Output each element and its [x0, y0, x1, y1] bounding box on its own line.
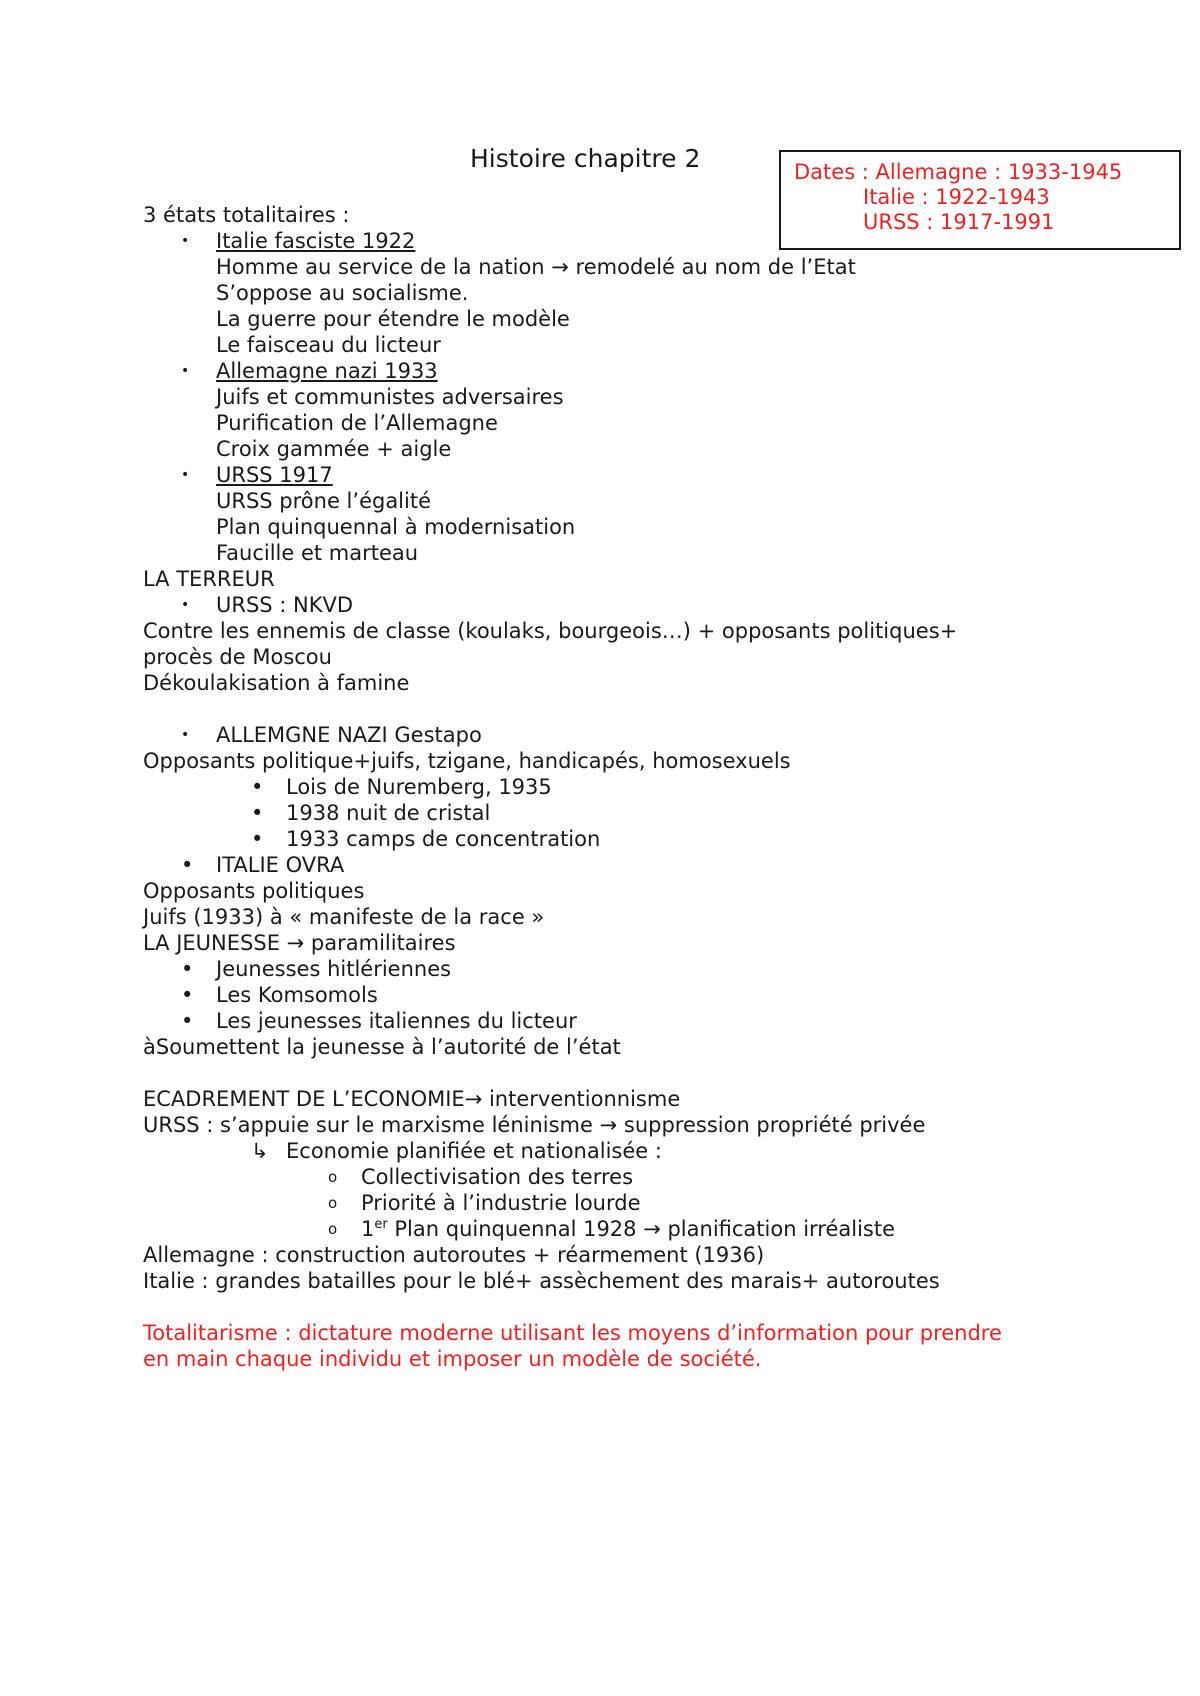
text-line: Italie : grandes batailles pour le blé+ assèchement des marais+ autoroutes	[143, 1269, 940, 1293]
text-line: Contre les ennemis de classe (koulaks, bourgeois…) + opposants politiques+	[143, 619, 958, 643]
bullet-icon: •	[251, 801, 264, 825]
text-line: Allemagne : construction autoroutes + réarmement (1936)	[143, 1243, 765, 1267]
list-item	[143, 358, 1002, 384]
circle-bullet-icon: o	[328, 1220, 338, 1238]
list-item	[143, 228, 1002, 254]
bullet-icon: •	[181, 957, 194, 981]
bullet-icon: •	[181, 983, 194, 1007]
list-item-label: 1938 nuit de cristal	[286, 801, 491, 825]
list-item-label: 1933 camps de concentration	[286, 827, 601, 851]
list-item	[143, 800, 1002, 826]
circle-bullet-icon: o	[328, 1168, 338, 1186]
list-item	[143, 774, 1002, 800]
list-item	[143, 982, 1002, 1008]
dates-line: Dates : Allemagne : 1933-1945	[794, 160, 1123, 184]
list-item	[143, 462, 1002, 488]
text-line: Purification de l’Allemagne	[216, 411, 498, 435]
text-line: La guerre pour étendre le modèle	[216, 307, 570, 331]
arrow-down-right-icon: ↳	[251, 1139, 269, 1163]
list-item	[143, 1190, 1002, 1216]
text-line: Croix gammée + aigle	[216, 437, 452, 461]
text-line: Opposants politiques	[143, 879, 365, 903]
bullet-icon: •	[181, 363, 190, 379]
plan-text: Plan quinquennal 1928 → planification irréaliste	[387, 1217, 896, 1241]
circle-bullet-icon: o	[328, 1194, 338, 1212]
section-heading: LA TERREUR	[143, 567, 275, 591]
text-line: URSS prône l’égalité	[216, 489, 432, 513]
list-item-label: Collectivisation des terres	[361, 1165, 634, 1189]
definition-line: en main chaque individu et imposer un modèle de société.	[143, 1347, 762, 1371]
dates-line: Italie : 1922-1943	[863, 185, 1050, 209]
text-line: Plan quinquennal à modernisation	[216, 515, 576, 539]
page-title: Histoire chapitre 2	[470, 144, 701, 173]
list-item-label: Jeunesses hitlériennes	[216, 957, 452, 981]
list-item	[143, 722, 1002, 748]
bullet-icon: •	[181, 233, 190, 249]
document-body	[143, 202, 1002, 1372]
text-line: S’oppose au socialisme.	[216, 281, 469, 305]
text-line: Faucille et marteau	[216, 541, 419, 565]
section-heading: ECADREMENT DE L’ECONOMIE→ interventionnisme	[143, 1087, 681, 1111]
list-item-label: Les jeunesses italiennes du licteur	[216, 1009, 577, 1033]
bullet-icon: •	[181, 727, 190, 743]
list-item-label: ITALIE OVRA	[216, 853, 345, 877]
list-item	[143, 1216, 1002, 1242]
text-line: Opposants politique+juifs, tzigane, handicapés, homosexuels	[143, 749, 791, 773]
bullet-icon: •	[181, 467, 190, 483]
list-item	[143, 826, 1002, 852]
text-line: àSoumettent la jeunesse à l’autorité de l’état	[143, 1035, 621, 1059]
plan-number: 1	[361, 1217, 375, 1241]
bullet-icon: •	[251, 827, 264, 851]
list-item	[143, 1008, 1002, 1034]
definition-line: Totalitarisme : dictature moderne utilisant les moyens d’information pour prendre	[143, 1321, 1002, 1345]
text-line: Juifs (1933) à « manifeste de la race »	[143, 905, 545, 929]
list-item	[143, 852, 1002, 878]
text-line: Homme au service de la nation → remodelé au nom de l’Etat	[216, 255, 856, 279]
list-item	[143, 956, 1002, 982]
list-item-label: Economie planifiée et nationalisée :	[286, 1139, 662, 1163]
bullet-icon: •	[251, 775, 264, 799]
state-heading: Italie fasciste 1922	[216, 229, 416, 253]
bullet-icon: •	[181, 597, 190, 613]
intro-line: 3 états totalitaires :	[143, 203, 350, 227]
text-line: Juifs et communistes adversaires	[216, 385, 564, 409]
text-line: URSS : s’appuie sur le marxisme léninisme → suppression propriété privée	[143, 1113, 926, 1137]
bullet-icon: •	[181, 853, 194, 877]
section-heading: LA JEUNESSE → paramilitaires	[143, 931, 456, 955]
state-heading: Allemagne nazi 1933	[216, 359, 438, 383]
text-line: Dékoulakisation à famine	[143, 671, 410, 695]
text-line: Le faisceau du licteur	[216, 333, 441, 357]
dates-line: URSS : 1917-1991	[863, 210, 1055, 234]
list-item	[143, 1138, 1002, 1164]
bullet-icon: •	[181, 1009, 194, 1033]
list-item-label: Lois de Nuremberg, 1935	[286, 775, 552, 799]
list-item	[143, 592, 1002, 618]
text-line: procès de Moscou	[143, 645, 332, 669]
list-item	[143, 1164, 1002, 1190]
list-item-label: ALLEMGNE NAZI Gestapo	[216, 723, 482, 747]
list-item-label: Priorité à l’industrie lourde	[361, 1191, 641, 1215]
list-item-label: Les Komsomols	[216, 983, 378, 1007]
list-item-label: URSS : NKVD	[216, 593, 354, 617]
state-heading: URSS 1917	[216, 463, 333, 487]
plan-superscript: er	[374, 1217, 388, 1232]
